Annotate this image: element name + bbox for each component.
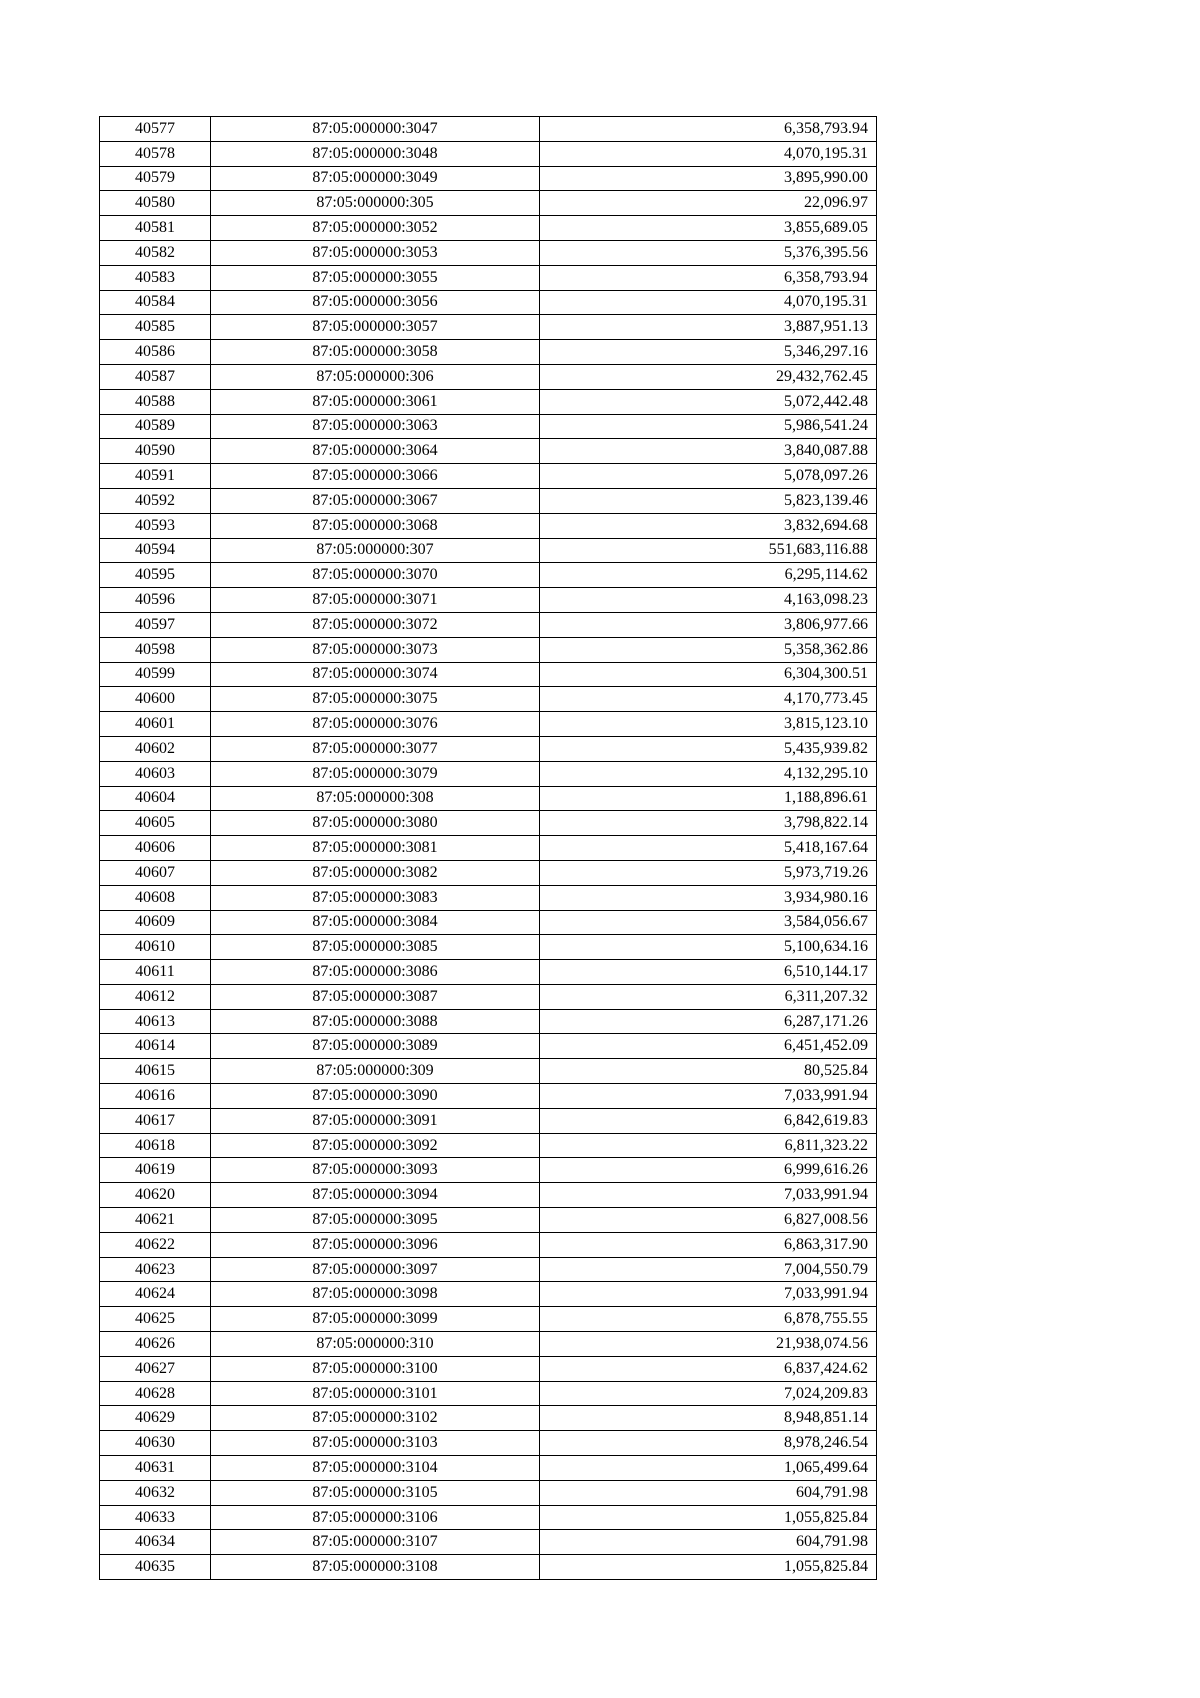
cadastral-value-cell: 551,683,116.88 (540, 538, 877, 563)
cadastral-number-cell: 87:05:000000:3056 (211, 290, 540, 315)
cadastral-number-cell: 87:05:000000:3087 (211, 984, 540, 1009)
table-row (100, 513, 877, 538)
cadastral-value-cell: 1,055,825.84 (540, 1555, 877, 1580)
cadastral-number-cell: 87:05:000000:3108 (211, 1555, 540, 1580)
cadastral-value-cell: 6,295,114.62 (540, 563, 877, 588)
row-number-cell: 40604 (100, 786, 211, 811)
table-row (100, 910, 877, 935)
cadastral-value-cell: 3,832,694.68 (540, 513, 877, 538)
cadastral-number-cell: 87:05:000000:3084 (211, 910, 540, 935)
cadastral-number-cell: 87:05:000000:3047 (211, 117, 540, 142)
cadastral-value-cell: 5,358,362.86 (540, 637, 877, 662)
table-row (100, 662, 877, 687)
table-row (100, 1431, 877, 1456)
table-row (100, 1530, 877, 1555)
cadastral-value-cell: 7,033,991.94 (540, 1282, 877, 1307)
cadastral-value-cell: 7,024,209.83 (540, 1381, 877, 1406)
cadastral-value-cell: 3,934,980.16 (540, 885, 877, 910)
table-row (100, 1208, 877, 1233)
table-row (100, 885, 877, 910)
row-number-cell: 40606 (100, 836, 211, 861)
row-number-cell: 40597 (100, 612, 211, 637)
cadastral-value-cell: 6,878,755.55 (540, 1307, 877, 1332)
cadastral-number-cell: 87:05:000000:3095 (211, 1208, 540, 1233)
cadastral-number-cell: 87:05:000000:3100 (211, 1356, 540, 1381)
row-number-cell: 40608 (100, 885, 211, 910)
table-row (100, 488, 877, 513)
cadastral-number-cell: 87:05:000000:3097 (211, 1257, 540, 1282)
cadastral-number-cell: 87:05:000000:307 (211, 538, 540, 563)
table-row (100, 414, 877, 439)
table-row (100, 340, 877, 365)
cadastral-value-cell: 1,055,825.84 (540, 1505, 877, 1530)
table-row (100, 464, 877, 489)
table-row (100, 1108, 877, 1133)
cadastral-value-cell: 4,070,195.31 (540, 141, 877, 166)
row-number-cell: 40607 (100, 860, 211, 885)
cadastral-number-cell: 87:05:000000:3093 (211, 1158, 540, 1183)
row-number-cell: 40634 (100, 1530, 211, 1555)
table-row (100, 736, 877, 761)
cadastral-number-cell: 87:05:000000:3064 (211, 439, 540, 464)
cadastral-value-cell: 3,840,087.88 (540, 439, 877, 464)
row-number-cell: 40577 (100, 117, 211, 142)
row-number-cell: 40588 (100, 389, 211, 414)
cadastral-value-cell: 6,811,323.22 (540, 1133, 877, 1158)
table-row (100, 1381, 877, 1406)
cadastral-value-cell: 6,358,793.94 (540, 265, 877, 290)
table-row (100, 191, 877, 216)
table-row (100, 860, 877, 885)
cadastral-number-cell: 87:05:000000:305 (211, 191, 540, 216)
cadastral-number-cell: 87:05:000000:306 (211, 364, 540, 389)
table-row (100, 1307, 877, 1332)
cadastral-value-cell: 21,938,074.56 (540, 1332, 877, 1357)
cadastral-number-cell: 87:05:000000:3055 (211, 265, 540, 290)
row-number-cell: 40627 (100, 1356, 211, 1381)
cadastral-number-cell: 87:05:000000:3048 (211, 141, 540, 166)
cadastral-value-cell: 6,827,008.56 (540, 1208, 877, 1233)
row-number-cell: 40613 (100, 1009, 211, 1034)
cadastral-number-cell: 87:05:000000:3075 (211, 687, 540, 712)
cadastral-value-cell: 6,863,317.90 (540, 1232, 877, 1257)
row-number-cell: 40623 (100, 1257, 211, 1282)
row-number-cell: 40618 (100, 1133, 211, 1158)
cadastral-value-cell: 5,100,634.16 (540, 935, 877, 960)
row-number-cell: 40583 (100, 265, 211, 290)
cadastral-number-cell: 87:05:000000:3090 (211, 1084, 540, 1109)
table-row (100, 240, 877, 265)
cadastral-value-cell: 6,304,300.51 (540, 662, 877, 687)
row-number-cell: 40593 (100, 513, 211, 538)
row-number-cell: 40633 (100, 1505, 211, 1530)
cadastral-value-cell: 5,986,541.24 (540, 414, 877, 439)
row-number-cell: 40619 (100, 1158, 211, 1183)
table-row (100, 1133, 877, 1158)
row-number-cell: 40622 (100, 1232, 211, 1257)
table-row (100, 1232, 877, 1257)
table-row (100, 1282, 877, 1307)
cadastral-number-cell: 87:05:000000:3098 (211, 1282, 540, 1307)
cadastral-value-table (99, 116, 877, 1580)
table-row (100, 687, 877, 712)
cadastral-value-cell: 5,078,097.26 (540, 464, 877, 489)
cadastral-value-cell: 5,346,297.16 (540, 340, 877, 365)
table-row (100, 836, 877, 861)
table-row (100, 141, 877, 166)
table-row (100, 166, 877, 191)
cadastral-value-cell: 29,432,762.45 (540, 364, 877, 389)
cadastral-number-cell: 87:05:000000:3049 (211, 166, 540, 191)
row-number-cell: 40609 (100, 910, 211, 935)
cadastral-number-cell: 87:05:000000:3089 (211, 1034, 540, 1059)
table-row (100, 1332, 877, 1357)
cadastral-number-cell: 87:05:000000:3106 (211, 1505, 540, 1530)
cadastral-number-cell: 87:05:000000:3079 (211, 761, 540, 786)
cadastral-number-cell: 87:05:000000:3088 (211, 1009, 540, 1034)
table-row (100, 637, 877, 662)
cadastral-value-cell: 5,376,395.56 (540, 240, 877, 265)
row-number-cell: 40579 (100, 166, 211, 191)
cadastral-number-cell: 87:05:000000:3077 (211, 736, 540, 761)
table-row (100, 389, 877, 414)
row-number-cell: 40628 (100, 1381, 211, 1406)
cadastral-number-cell: 87:05:000000:3076 (211, 712, 540, 737)
cadastral-number-cell: 87:05:000000:3071 (211, 588, 540, 613)
table-row (100, 1034, 877, 1059)
cadastral-value-cell: 6,510,144.17 (540, 960, 877, 985)
table-row (100, 117, 877, 142)
cadastral-number-cell: 87:05:000000:3104 (211, 1456, 540, 1481)
cadastral-value-cell: 604,791.98 (540, 1480, 877, 1505)
cadastral-number-cell: 87:05:000000:3094 (211, 1183, 540, 1208)
cadastral-value-cell: 3,855,689.05 (540, 216, 877, 241)
table-row (100, 1158, 877, 1183)
cadastral-value-cell: 6,842,619.83 (540, 1108, 877, 1133)
row-number-cell: 40617 (100, 1108, 211, 1133)
table-row (100, 315, 877, 340)
cadastral-number-cell: 87:05:000000:3082 (211, 860, 540, 885)
row-number-cell: 40586 (100, 340, 211, 365)
row-number-cell: 40584 (100, 290, 211, 315)
table-row (100, 786, 877, 811)
row-number-cell: 40589 (100, 414, 211, 439)
cadastral-value-cell: 1,188,896.61 (540, 786, 877, 811)
table-row (100, 265, 877, 290)
cadastral-value-cell: 5,823,139.46 (540, 488, 877, 513)
row-number-cell: 40603 (100, 761, 211, 786)
row-number-cell: 40631 (100, 1456, 211, 1481)
row-number-cell: 40578 (100, 141, 211, 166)
cadastral-number-cell: 87:05:000000:3080 (211, 811, 540, 836)
cadastral-value-cell: 8,978,246.54 (540, 1431, 877, 1456)
table-row (100, 1555, 877, 1580)
table-row (100, 538, 877, 563)
table-row (100, 712, 877, 737)
row-number-cell: 40616 (100, 1084, 211, 1109)
row-number-cell: 40585 (100, 315, 211, 340)
table-row (100, 761, 877, 786)
table-row (100, 1356, 877, 1381)
row-number-cell: 40621 (100, 1208, 211, 1233)
row-number-cell: 40605 (100, 811, 211, 836)
cadastral-number-cell: 87:05:000000:3091 (211, 1108, 540, 1133)
row-number-cell: 40590 (100, 439, 211, 464)
table-row (100, 588, 877, 613)
table-row (100, 1084, 877, 1109)
cadastral-number-cell: 87:05:000000:3085 (211, 935, 540, 960)
cadastral-value-cell: 80,525.84 (540, 1059, 877, 1084)
row-number-cell: 40602 (100, 736, 211, 761)
table-row (100, 216, 877, 241)
table-row (100, 1009, 877, 1034)
row-number-cell: 40587 (100, 364, 211, 389)
row-number-cell: 40614 (100, 1034, 211, 1059)
cadastral-number-cell: 87:05:000000:3067 (211, 488, 540, 513)
cadastral-number-cell: 87:05:000000:3068 (211, 513, 540, 538)
cadastral-value-cell: 4,070,195.31 (540, 290, 877, 315)
cadastral-value-cell: 7,033,991.94 (540, 1183, 877, 1208)
cadastral-number-cell: 87:05:000000:3101 (211, 1381, 540, 1406)
table-row (100, 364, 877, 389)
row-number-cell: 40591 (100, 464, 211, 489)
table-row (100, 290, 877, 315)
cadastral-value-cell: 1,065,499.64 (540, 1456, 877, 1481)
cadastral-value-cell: 3,887,951.13 (540, 315, 877, 340)
table-body (100, 117, 877, 1580)
row-number-cell: 40600 (100, 687, 211, 712)
row-number-cell: 40625 (100, 1307, 211, 1332)
table-row (100, 1183, 877, 1208)
row-number-cell: 40635 (100, 1555, 211, 1580)
cadastral-number-cell: 87:05:000000:3107 (211, 1530, 540, 1555)
cadastral-number-cell: 87:05:000000:3105 (211, 1480, 540, 1505)
cadastral-value-cell: 4,163,098.23 (540, 588, 877, 613)
cadastral-number-cell: 87:05:000000:3102 (211, 1406, 540, 1431)
table-row (100, 811, 877, 836)
row-number-cell: 40598 (100, 637, 211, 662)
cadastral-number-cell: 87:05:000000:3061 (211, 389, 540, 414)
row-number-cell: 40612 (100, 984, 211, 1009)
row-number-cell: 40581 (100, 216, 211, 241)
row-number-cell: 40615 (100, 1059, 211, 1084)
cadastral-value-cell: 6,358,793.94 (540, 117, 877, 142)
row-number-cell: 40594 (100, 538, 211, 563)
cadastral-number-cell: 87:05:000000:310 (211, 1332, 540, 1357)
cadastral-value-cell: 604,791.98 (540, 1530, 877, 1555)
cadastral-number-cell: 87:05:000000:308 (211, 786, 540, 811)
cadastral-value-cell: 4,132,295.10 (540, 761, 877, 786)
cadastral-value-cell: 5,072,442.48 (540, 389, 877, 414)
row-number-cell: 40582 (100, 240, 211, 265)
cadastral-value-cell: 3,815,123.10 (540, 712, 877, 737)
table-row (100, 1456, 877, 1481)
row-number-cell: 40592 (100, 488, 211, 513)
cadastral-value-cell: 6,287,171.26 (540, 1009, 877, 1034)
cadastral-number-cell: 87:05:000000:3099 (211, 1307, 540, 1332)
row-number-cell: 40580 (100, 191, 211, 216)
row-number-cell: 40596 (100, 588, 211, 613)
table-row (100, 563, 877, 588)
cadastral-value-cell: 4,170,773.45 (540, 687, 877, 712)
table-row (100, 1059, 877, 1084)
cadastral-number-cell: 87:05:000000:3070 (211, 563, 540, 588)
cadastral-value-cell: 3,806,977.66 (540, 612, 877, 637)
table-row (100, 960, 877, 985)
cadastral-number-cell: 87:05:000000:3053 (211, 240, 540, 265)
cadastral-number-cell: 87:05:000000:3081 (211, 836, 540, 861)
row-number-cell: 40630 (100, 1431, 211, 1456)
cadastral-number-cell: 87:05:000000:3058 (211, 340, 540, 365)
cadastral-value-cell: 7,033,991.94 (540, 1084, 877, 1109)
cadastral-value-cell: 3,798,822.14 (540, 811, 877, 836)
cadastral-value-cell: 3,895,990.00 (540, 166, 877, 191)
row-number-cell: 40632 (100, 1480, 211, 1505)
row-number-cell: 40624 (100, 1282, 211, 1307)
cadastral-number-cell: 87:05:000000:309 (211, 1059, 540, 1084)
cadastral-number-cell: 87:05:000000:3074 (211, 662, 540, 687)
table-row (100, 1257, 877, 1282)
cadastral-number-cell: 87:05:000000:3052 (211, 216, 540, 241)
cadastral-number-cell: 87:05:000000:3063 (211, 414, 540, 439)
row-number-cell: 40595 (100, 563, 211, 588)
cadastral-value-cell: 5,973,719.26 (540, 860, 877, 885)
row-number-cell: 40629 (100, 1406, 211, 1431)
cadastral-number-cell: 87:05:000000:3086 (211, 960, 540, 985)
row-number-cell: 40599 (100, 662, 211, 687)
table-row (100, 439, 877, 464)
table-row (100, 1480, 877, 1505)
cadastral-value-cell: 5,435,939.82 (540, 736, 877, 761)
cadastral-value-cell: 6,311,207.32 (540, 984, 877, 1009)
cadastral-value-cell: 8,948,851.14 (540, 1406, 877, 1431)
table-row (100, 1406, 877, 1431)
row-number-cell: 40610 (100, 935, 211, 960)
table-row (100, 1505, 877, 1530)
table-row (100, 612, 877, 637)
cadastral-number-cell: 87:05:000000:3096 (211, 1232, 540, 1257)
row-number-cell: 40626 (100, 1332, 211, 1357)
row-number-cell: 40620 (100, 1183, 211, 1208)
cadastral-value-cell: 6,451,452.09 (540, 1034, 877, 1059)
cadastral-number-cell: 87:05:000000:3083 (211, 885, 540, 910)
cadastral-number-cell: 87:05:000000:3073 (211, 637, 540, 662)
cadastral-number-cell: 87:05:000000:3103 (211, 1431, 540, 1456)
cadastral-number-cell: 87:05:000000:3072 (211, 612, 540, 637)
cadastral-number-cell: 87:05:000000:3092 (211, 1133, 540, 1158)
row-number-cell: 40611 (100, 960, 211, 985)
cadastral-number-cell: 87:05:000000:3057 (211, 315, 540, 340)
cadastral-number-cell: 87:05:000000:3066 (211, 464, 540, 489)
cadastral-value-cell: 7,004,550.79 (540, 1257, 877, 1282)
table-row (100, 935, 877, 960)
cadastral-value-cell: 6,837,424.62 (540, 1356, 877, 1381)
cadastral-value-cell: 22,096.97 (540, 191, 877, 216)
cadastral-value-cell: 5,418,167.64 (540, 836, 877, 861)
cadastral-value-cell: 3,584,056.67 (540, 910, 877, 935)
row-number-cell: 40601 (100, 712, 211, 737)
table-row (100, 984, 877, 1009)
cadastral-value-cell: 6,999,616.26 (540, 1158, 877, 1183)
